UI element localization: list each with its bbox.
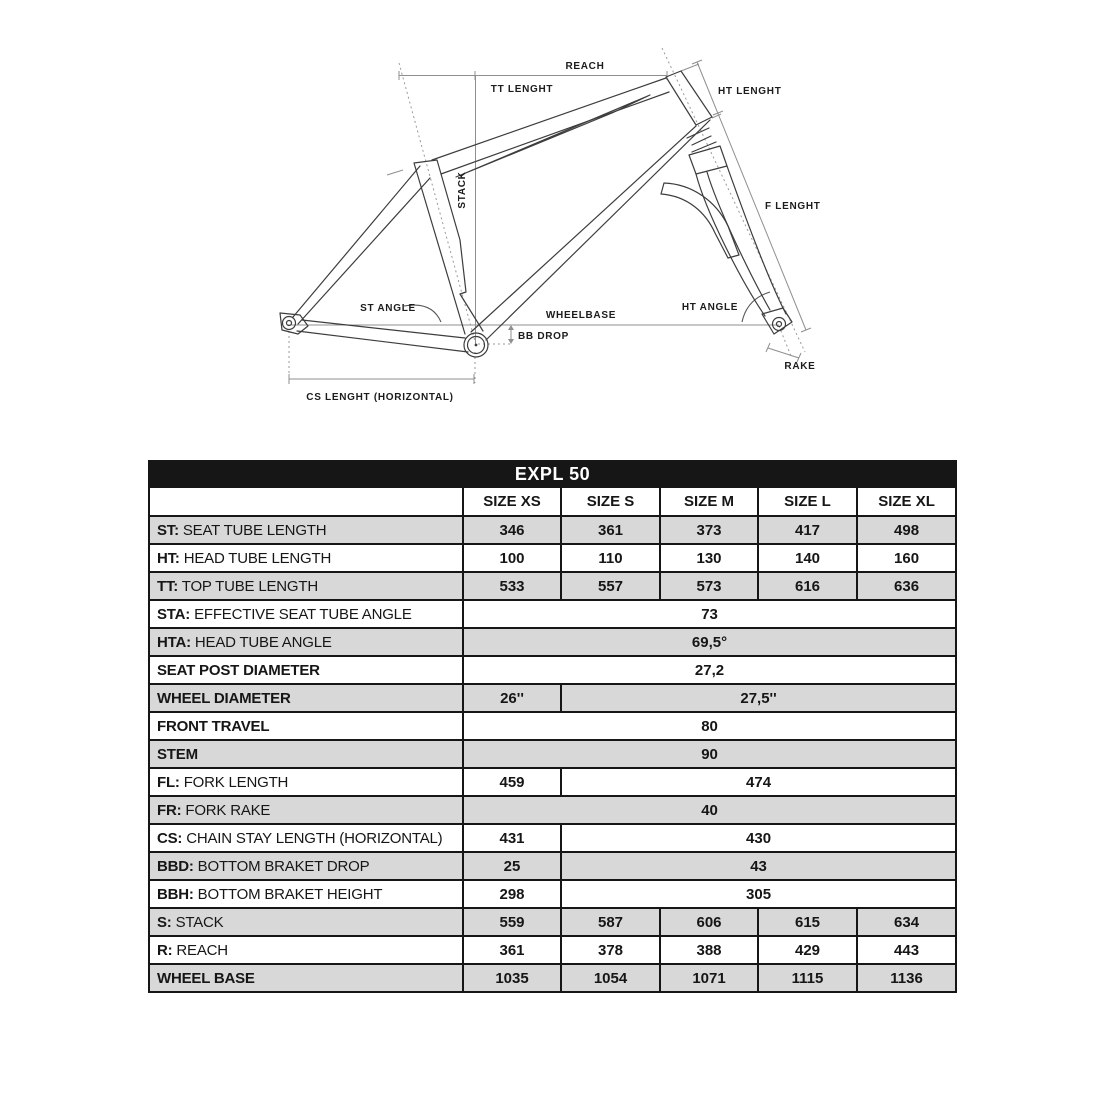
size-header-xl: SIZE XL [857, 487, 956, 516]
value-cell: 140 [758, 544, 857, 572]
row-label-prefix: S: [157, 913, 172, 931]
value-cell: 361 [561, 516, 660, 544]
row-label-prefix: BBD: [157, 857, 194, 875]
row-label-prefix: TT: [157, 577, 179, 595]
seat-tube [414, 160, 483, 334]
value-cell: 587 [561, 908, 660, 936]
front-axle-outer [773, 318, 786, 331]
row-label-prefix: FL: [157, 773, 180, 791]
value-cell: 361 [463, 936, 561, 964]
value-cell: 346 [463, 516, 561, 544]
table-row [149, 600, 956, 628]
seat-stay-upper [293, 166, 420, 317]
row-label-text: BOTTOM BRAKET DROP [197, 857, 370, 875]
value-cell: 498 [857, 516, 956, 544]
table-row [149, 684, 956, 712]
table-row [149, 516, 956, 544]
down-tube-lower [486, 120, 710, 340]
st-top-tick [387, 170, 403, 175]
label-f-lenght: F LENGHT [765, 201, 821, 212]
row-label-text: FORK LENGTH [183, 773, 289, 791]
value-cell: 429 [758, 936, 857, 964]
size-header-xs: SIZE XS [463, 487, 561, 516]
table-row [149, 656, 956, 684]
value-cell: 557 [561, 572, 660, 600]
fork-leg-right [727, 166, 786, 314]
table-row [149, 908, 956, 936]
value-cell: 636 [857, 572, 956, 600]
table-row [149, 572, 956, 600]
row-label-text: BOTTOM BRAKET HEIGHT [197, 885, 383, 903]
value-cell: 27,2 [463, 656, 956, 684]
value-cell: 100 [463, 544, 561, 572]
value-cell: 26'' [463, 684, 561, 712]
value-cell: 1115 [758, 964, 857, 992]
table-row [149, 852, 956, 880]
spec-table-body [149, 516, 956, 992]
value-cell: 90 [463, 740, 956, 768]
row-label [149, 796, 463, 824]
row-label [149, 572, 463, 600]
spacer [692, 136, 711, 145]
value-cell: 73 [463, 600, 956, 628]
top-tube-cutout [456, 95, 650, 177]
size-header-m: SIZE M [660, 487, 758, 516]
row-label-text: STEM [157, 745, 198, 763]
value-cell: 43 [561, 852, 956, 880]
row-label-text: CHAIN STAY LENGTH (HORIZONTAL) [186, 829, 443, 847]
label-bb-drop: BB DROP [518, 331, 570, 342]
row-label-text: WHEEL DIAMETER [157, 689, 291, 707]
fork-leg-left [696, 174, 765, 316]
row-label-text: REACH [176, 941, 228, 959]
value-cell: 373 [660, 516, 758, 544]
row-label-text: STACK [175, 913, 224, 931]
row-label-prefix: ST: [157, 521, 179, 539]
value-cell: 1136 [857, 964, 956, 992]
fork-leg-inner [707, 172, 770, 310]
label-cs-lenght: CS LENGHT (HORIZONTAL) [306, 392, 454, 403]
value-cell: 533 [463, 572, 561, 600]
value-cell: 615 [758, 908, 857, 936]
value-cell: 1035 [463, 964, 561, 992]
value-cell: 443 [857, 936, 956, 964]
chain-stay-lower [297, 331, 468, 352]
size-header-l: SIZE L [758, 487, 857, 516]
value-cell: 110 [561, 544, 660, 572]
value-cell: 1071 [660, 964, 758, 992]
corner-cell [149, 487, 463, 516]
ht-f-dim-line [697, 62, 806, 330]
row-label-prefix: HT: [157, 549, 180, 567]
row-label-text: SEAT POST DIAMETER [157, 661, 320, 679]
bbdrop-arrow-down [508, 339, 514, 344]
label-stack: STACK [457, 171, 468, 209]
row-label [149, 544, 463, 572]
label-rake: RAKE [784, 361, 816, 372]
row-label [149, 628, 463, 656]
row-label-text: TOP TUBE LENGTH [181, 577, 318, 595]
label-ht-lenght: HT LENGHT [718, 86, 782, 97]
value-cell: 388 [660, 936, 758, 964]
bbdrop-arrow-up [508, 325, 514, 330]
value-cell: 40 [463, 796, 956, 824]
row-label [149, 768, 463, 796]
row-label-text: HEAD TUBE LENGTH [183, 549, 332, 567]
row-label-text: WHEEL BASE [157, 969, 255, 987]
row-label [149, 908, 463, 936]
row-label [149, 936, 463, 964]
label-reach: REACH [565, 61, 605, 72]
size-header-row [149, 487, 956, 516]
row-label [149, 852, 463, 880]
row-label-text: HEAD TUBE ANGLE [194, 633, 332, 651]
table-title-row [149, 461, 956, 487]
table-row [149, 628, 956, 656]
value-cell: 573 [660, 572, 758, 600]
row-label-prefix: HTA: [157, 633, 191, 651]
row-label [149, 516, 463, 544]
table-row [149, 768, 956, 796]
value-cell: 616 [758, 572, 857, 600]
label-st-angle: ST ANGLE [360, 303, 416, 314]
label-wheelbase: WHEELBASE [545, 310, 617, 321]
value-cell: 160 [857, 544, 956, 572]
spacer [687, 128, 709, 138]
fork-arch [661, 183, 739, 258]
table-row [149, 964, 956, 992]
value-cell: 634 [857, 908, 956, 936]
fork-crown [689, 146, 727, 174]
label-tt-lenght: TT LENGHT [490, 84, 554, 95]
row-label-prefix: R: [157, 941, 173, 959]
tick [692, 60, 702, 64]
row-label [149, 740, 463, 768]
row-label-text: SEAT TUBE LENGTH [182, 521, 327, 539]
value-cell: 69,5° [463, 628, 956, 656]
row-label-text: FRONT TRAVEL [157, 717, 270, 735]
row-label-prefix: FR: [157, 801, 182, 819]
diagram-labels [306, 61, 820, 403]
tick [801, 328, 811, 332]
geometry-spec-table [148, 460, 957, 993]
row-label [149, 712, 463, 740]
table-row [149, 824, 956, 852]
row-label-prefix: STA: [157, 605, 191, 623]
chain-stay-upper [302, 320, 465, 338]
value-cell: 459 [463, 768, 561, 796]
table-row [149, 796, 956, 824]
value-cell: 378 [561, 936, 660, 964]
value-cell: 1054 [561, 964, 660, 992]
row-label-prefix: CS: [157, 829, 183, 847]
row-label [149, 656, 463, 684]
bike-geometry-diagram [0, 0, 1100, 448]
table-row [149, 740, 956, 768]
row-label-prefix: BBH: [157, 885, 194, 903]
table-row [149, 936, 956, 964]
table-row [149, 544, 956, 572]
bb-center-dot [475, 344, 478, 347]
value-cell: 25 [463, 852, 561, 880]
value-cell: 130 [660, 544, 758, 572]
value-cell: 305 [561, 880, 956, 908]
row-label [149, 880, 463, 908]
rear-axle-outer [283, 317, 296, 330]
front-axle-inner [777, 322, 782, 327]
value-cell: 606 [660, 908, 758, 936]
value-cell: 559 [463, 908, 561, 936]
value-cell: 80 [463, 712, 956, 740]
row-label [149, 684, 463, 712]
value-cell: 474 [561, 768, 956, 796]
value-cell: 298 [463, 880, 561, 908]
row-label [149, 964, 463, 992]
label-ht-angle: HT ANGLE [681, 302, 739, 313]
row-label [149, 600, 463, 628]
value-cell: 27,5'' [561, 684, 956, 712]
size-header-s: SIZE S [561, 487, 660, 516]
tick [766, 343, 770, 352]
head-tube [666, 71, 712, 125]
table-title: EXPL 50 [149, 461, 956, 487]
value-cell: 417 [758, 516, 857, 544]
value-cell: 431 [463, 824, 561, 852]
ht-angle-arc [742, 292, 770, 322]
row-label-text: EFFECTIVE SEAT TUBE ANGLE [194, 605, 412, 623]
table-row [149, 880, 956, 908]
ext [681, 64, 699, 71]
row-label [149, 824, 463, 852]
value-cell: 430 [561, 824, 956, 852]
rake-dim-line [768, 348, 799, 358]
table-row [149, 712, 956, 740]
row-label-text: FORK RAKE [185, 801, 271, 819]
